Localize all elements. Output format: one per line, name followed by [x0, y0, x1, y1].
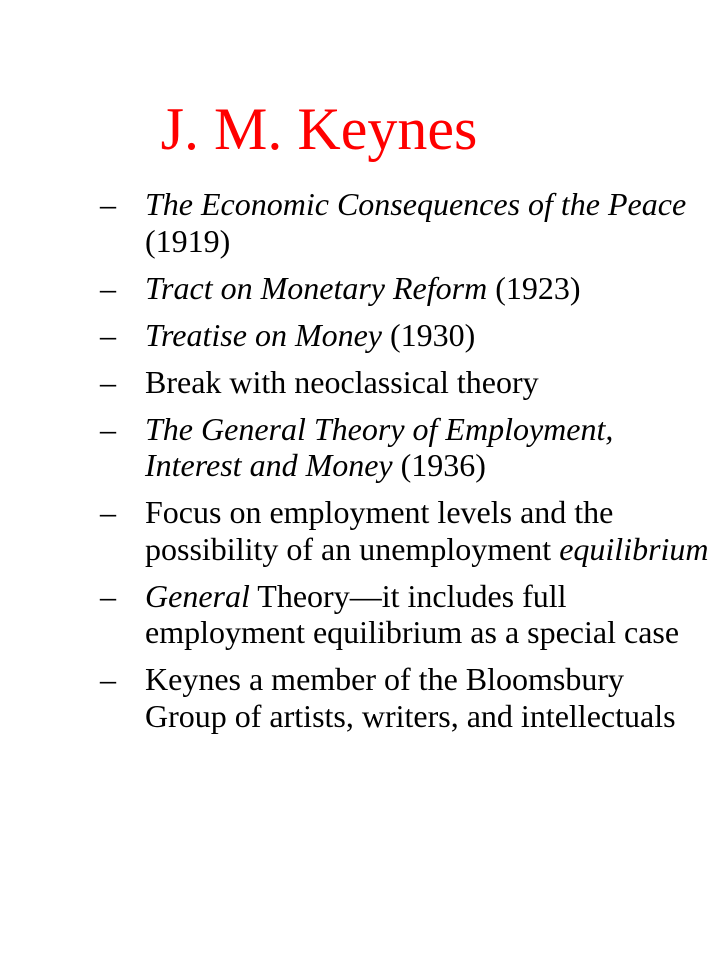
book-title: The Economic Consequences of the Peace	[145, 186, 687, 222]
bullet-marker: –	[100, 661, 116, 697]
emphasis-text: equilibrium	[559, 530, 709, 567]
bullet-item	[100, 494, 710, 567]
bullet-text: (1930)	[382, 316, 476, 353]
bullet-text: Theory—it includes full employment equilibrium as a special case	[145, 577, 680, 650]
bullet-text: (1919)	[145, 222, 231, 259]
bullet-marker: –	[100, 363, 116, 400]
book-title: Treatise on Money	[145, 316, 382, 353]
bullet-text: Break with neoclassical theory	[145, 363, 539, 400]
bullet-marker: –	[100, 410, 116, 447]
bullet-item	[100, 578, 710, 651]
bullet-marker: –	[100, 269, 116, 306]
bullet-item	[100, 317, 710, 354]
bullet-text: (1923)	[487, 269, 581, 306]
slide-title: J. M. Keynes	[160, 96, 478, 162]
bullet-text: (1936)	[392, 447, 486, 483]
bullet-item	[100, 411, 710, 484]
bullet-item	[100, 186, 710, 259]
bullet-item	[100, 364, 710, 401]
emphasis-text: General	[145, 577, 250, 614]
bullet-item	[100, 661, 710, 734]
book-title: The General Theory of Employment, Interest and Money	[145, 410, 614, 483]
book-title: Tract on Monetary Reform	[145, 269, 488, 306]
bullet-marker: –	[100, 316, 116, 353]
bullet-marker: –	[100, 494, 116, 530]
bullet-marker: –	[100, 186, 116, 222]
bullet-marker: –	[100, 577, 116, 614]
bullet-text: Focus on employment levels and the possibility of an unemployment	[145, 494, 614, 567]
bullet-text: Keynes a member of the Bloomsbury Group of artists, writers, and intellectuals	[145, 661, 676, 734]
bullet-list	[100, 186, 710, 745]
bullet-item	[100, 270, 710, 307]
